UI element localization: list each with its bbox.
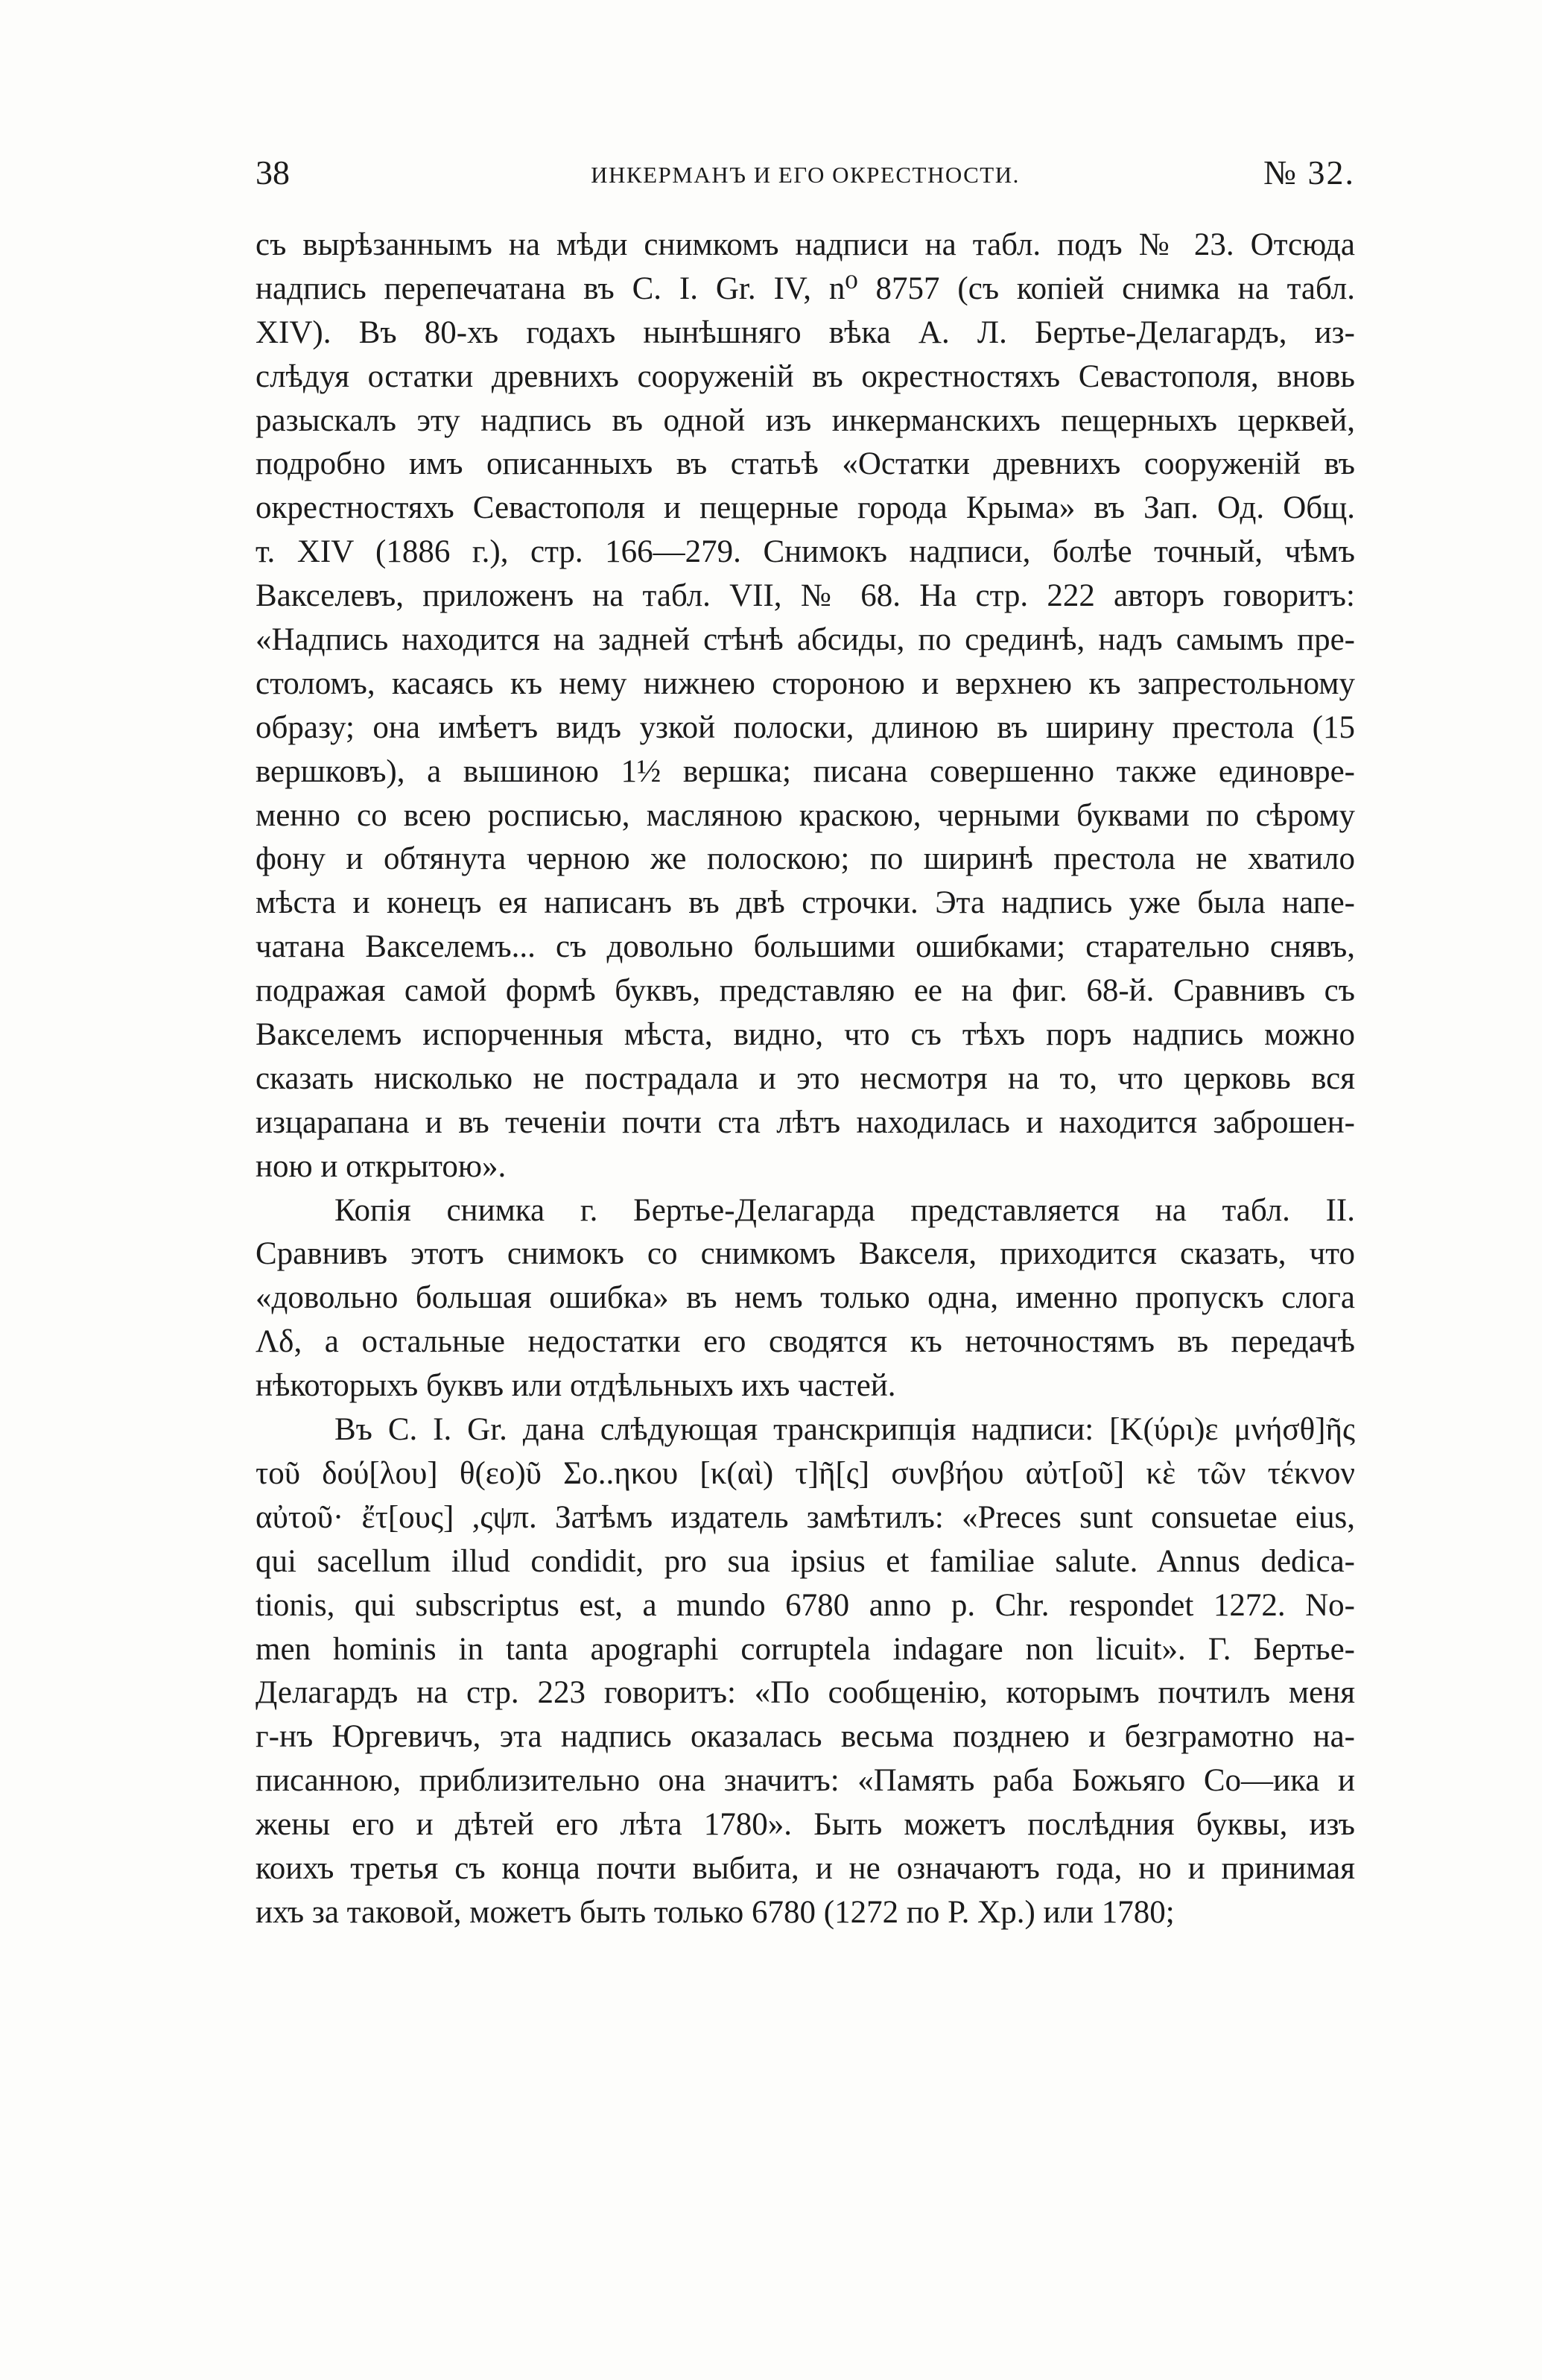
text-line: жены его и дѣтей его лѣта 1780». Быть можетъ послѣдния буквы, изъ (256, 1807, 1355, 1843)
text-line: разыскалъ эту надпись въ одной изъ инкерманскихъ пещерныхъ церквей, (256, 402, 1355, 438)
text-line: ихъ за таковой, можетъ быть только 6780 (1272 по Р. Хр.) или 1780; (256, 1894, 1175, 1930)
text-line: изцарапана и въ теченiи почти ста лѣтъ находилась и находится заброшен- (256, 1104, 1355, 1140)
paragraph (256, 1408, 1355, 1935)
text-line: окрестностяхъ Севастополя и пещерные города Крыма» въ Зап. Од. Общ. (256, 490, 1355, 526)
text-line: г-нъ Юргевичъ, эта надпись оказалась весьма позднею и безграмотно на- (256, 1719, 1355, 1755)
text-line: менно со всею росписью, масляною краскою, черными буквами по сѣрому (256, 797, 1355, 833)
text-line: вершковъ), а вышиною 1½ вершка; писана совершенно также единовре- (256, 753, 1355, 789)
text-line: съ вырѣзаннымъ на мѣди снимкомъ надписи на табл. подъ № 23. Отсюда (256, 227, 1355, 262)
text-line: нѣкоторыхъ буквъ или отдѣльныхъ ихъ частей. (256, 1368, 896, 1404)
text-line: Делагардъ на стр. 223 говоритъ: «По сообщенiю, которымъ почтилъ меня (256, 1675, 1355, 1711)
text-line: мѣста и конецъ ея написанъ въ двѣ строчки. Эта надпись уже была напе- (256, 885, 1355, 921)
page-number: 38 (256, 154, 290, 192)
text-line: «Надпись находится на задней стѣнѣ абсиды, по срединѣ, надъ самымъ пре- (256, 622, 1355, 658)
text-line: надпись перепечатана въ С. I. Gr. IV, n⁰ 8757 (съ копiей снимка на табл. (256, 270, 1355, 306)
text-line: men hominis in tanta apographi corruptela indagare non licuit». Г. Бертье- (256, 1631, 1355, 1667)
text-line: XIV). Въ 80-хъ годахъ нынѣшняго вѣка А. Л. Бертье-Делагардъ, из- (256, 314, 1355, 350)
running-title: ИНКЕРМАНЪ И ЕГО ОКРЕСТНОСТИ. (591, 162, 1020, 188)
text-line: подражая самой формѣ буквъ, представляю ее на фиг. 68-й. Сравнивъ съ (256, 973, 1355, 1009)
paragraph (256, 1189, 1355, 1408)
text-line: подробно имъ описанныхъ въ статьѣ «Остатки древнихъ сооруженiй въ (256, 446, 1355, 482)
text-line: tionis, qui subscriptus est, a mundo 6780 anno p. Chr. respondet 1272. No- (256, 1587, 1355, 1623)
text-line: Сравнивъ этотъ снимокъ со снимкомъ Вакселя, приходится сказать, что (256, 1236, 1355, 1272)
text-line: слѣдуя остатки древнихъ сооруженiй въ окрестностяхъ Севастополя, вновь (256, 358, 1355, 394)
running-header (256, 153, 1355, 205)
text-line: Вакселевъ, приложенъ на табл. VII, № 68. На стр. 222 авторъ говоритъ: (256, 578, 1355, 614)
text-line: чатана Вакселемъ... съ довольно большими ошибками; старательно снявъ, (256, 929, 1355, 965)
text-line: писанною, приблизительно она значитъ: «Память раба Божьяго Со—ика и (256, 1763, 1355, 1799)
text-line: Вакселемъ испорченныя мѣста, видно, что съ тѣхъ поръ надпись можно (256, 1017, 1355, 1053)
inscription-number: № 32. (1263, 154, 1355, 192)
text-line: т. XIV (1886 г.), стр. 166—279. Снимокъ надписи, болѣе точный, чѣмъ (256, 534, 1355, 570)
text-line: αὐτοῦ· ἔτ[ους] ,ςψπ. Затѣмъ издатель замѣтилъ: «Preces sunt consuetae eius, (256, 1499, 1355, 1535)
text-line: Λδ, а остальные недостатки его сводятся къ неточностямъ въ передачѣ (256, 1324, 1355, 1360)
text-line: столомъ, касаясь къ нему нижнею стороною и верхнею къ запрестольному (256, 665, 1355, 701)
text-line: qui sacellum illud condidit, pro sua ipsius et familiae salute. Annus dedica- (256, 1543, 1355, 1579)
body-text (256, 224, 1355, 1935)
text-line: фону и обтянута черною же полоскою; по ширинѣ престола не хватило (256, 841, 1355, 877)
text-line: сказать нисколько не пострадала и это несмотря на то, что церковь вся (256, 1060, 1355, 1096)
text-line: образу; она имѣетъ видъ узкой полоски, длиною въ ширину престола (15 (256, 709, 1355, 745)
text-line: τοῦ δού[λου] θ(εο)ῦ Σο..ηκου [κ(αὶ) τ]ῆ[ς] συνβήου αὐτ[οῦ] κὲ τῶν τέκνον (256, 1455, 1355, 1491)
text-line: Копiя снимка г. Бертье-Делагарда представляется на табл. II. (334, 1192, 1355, 1228)
text-line: ною и открытою». (256, 1148, 507, 1184)
text-line: коихъ третья съ конца почти выбита, и не означаютъ года, но и принимая (256, 1850, 1355, 1886)
text-line: «довольно большая ошибка» въ немъ только одна, именно пропускъ слога (256, 1280, 1355, 1316)
paragraph (256, 224, 1355, 1189)
text-line: Въ С. I. Gr. дана слѣдующая транскрипцiя надписи: [Κ(ύρι)ε μνήσθ]ῆς (334, 1412, 1355, 1448)
